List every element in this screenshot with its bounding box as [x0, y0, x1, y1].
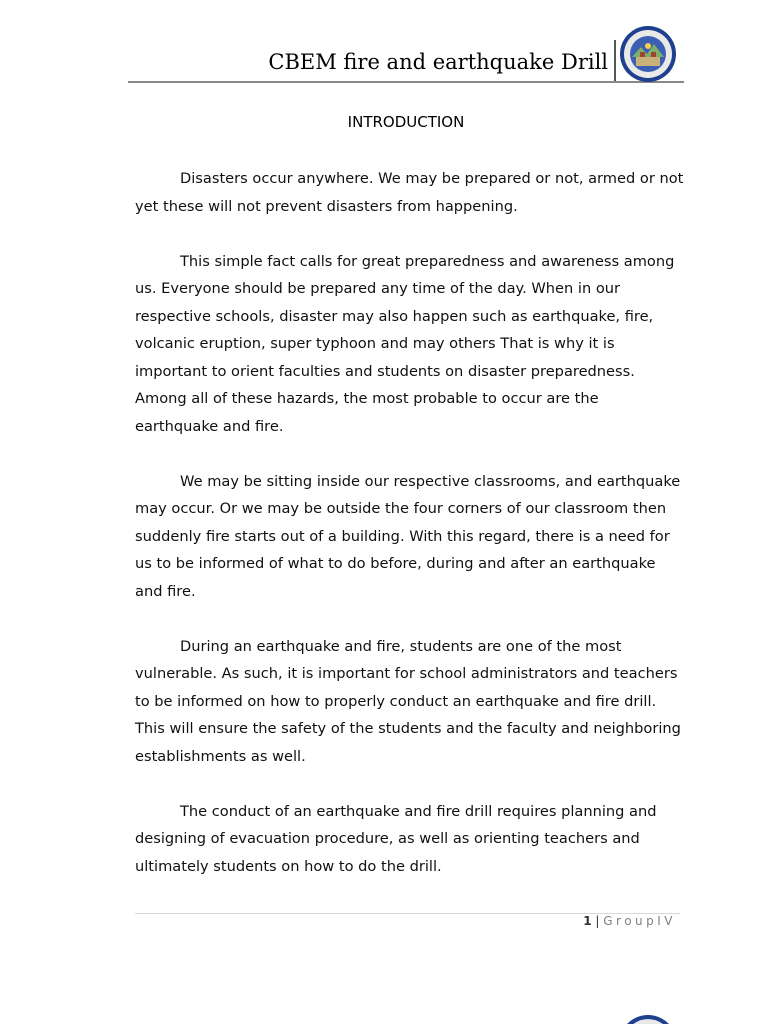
page-footer [583, 914, 676, 928]
footer-separator: | [591, 914, 604, 928]
school-seal-icon [619, 25, 677, 83]
body-text [135, 165, 685, 908]
paragraph: We may be sitting inside our respective classrooms, and earthquake may occur. Or we may be outside the four corners of our classroom then suddenly fire starts out of a building. With this regard, there is a need for us to be informed of what to do before, during and after an earthquake and fire. [135, 472, 681, 600]
section-heading: INTRODUCTION [347, 113, 465, 131]
school-seal-icon [618, 1014, 678, 1024]
paragraph: This simple fact calls for great preparedness and awareness among us. Everyone should be prepared any time of the day. When in our respective schools, disaster may also happen such as earthquake, fire, volcanic eruption, super typhoon and may others That is why it is important to orient faculties and students on disaster preparedness. Among all of these hazards, the most probable to occur are the earthquake and fire. [135, 252, 675, 435]
header-divider [614, 40, 616, 82]
paragraph: During an earthquake and fire, students are one of the most vulnerable. As such, it is important for school administrators and teachers to be informed on how to properly conduct an earthquake and fire drill. This will ensure the safety of the students and the faculty and neighboring establishments as well. [135, 637, 681, 765]
page-number: 1 [583, 914, 592, 928]
header-title: CBEM fire and earthquake Drill [268, 50, 608, 74]
paragraph: The conduct of an earthquake and fire drill requires planning and designing of evacuation procedure, as well as orienting teachers and ultimately students on how to do the drill. [135, 802, 657, 875]
footer-group-label: GroupIV [603, 914, 676, 928]
header-rule [128, 81, 684, 83]
paragraph: Disasters occur anywhere. We may be prepared or not, armed or not yet these will not prevent disasters from happening. [135, 170, 684, 215]
